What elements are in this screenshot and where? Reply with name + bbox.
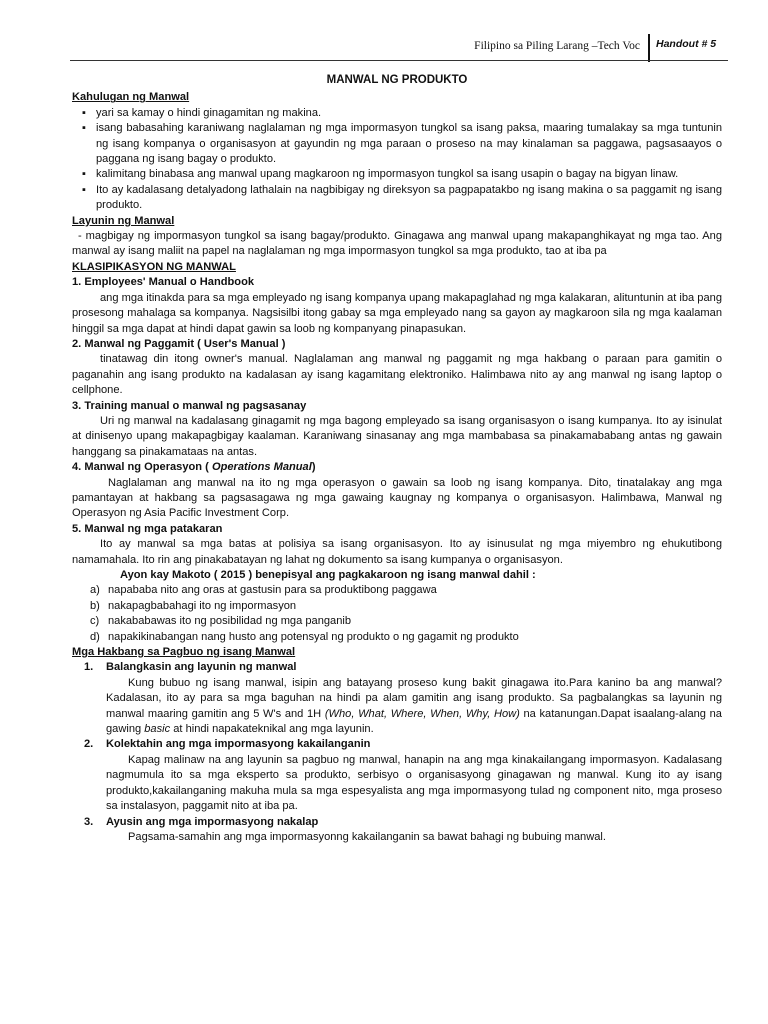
step-body-text-end: at hindi napakateknikal ang mga layunin. [170,723,374,736]
section-heading-kahulugan: Kahulugan ng Manwal [72,91,190,104]
hakbang-step-1-body [72,676,722,738]
klasipikasyon-item-2-title: 2. Manwal ng Paggamit ( User's Manual ) [72,337,286,350]
step-body-italic-basic: basic [144,723,171,736]
header-separator [648,34,650,62]
klasipikasyon-item-1-title: 1. Employees' Manual o Handbook [72,276,255,289]
klasipikasyon-item-5-title: 5. Manwal ng mga patakaran [72,522,223,535]
list-item-text: nakapagbabahagi ito ng impormasyon [108,599,297,612]
step-marker: 2. [84,738,94,751]
item-4-title-close: ) [311,461,316,474]
header-rule [70,60,728,61]
makoto-benefit-list [72,583,722,645]
step-marker: 1. [84,661,94,674]
step-body-text-mid: na katanungan.Dapat isaalang-alang na gawing [106,707,722,736]
section-heading-hakbang: Mga Hakbang sa Pagbuo ng isang Manwal [72,646,296,659]
header-course-title: Filipino sa Piling Larang –Tech Voc [474,40,640,52]
item-4-title-text: 4. Manwal ng Operasyon ( [72,461,209,474]
klasipikasyon-item-5-body: Ito ay manwal sa mga batas at polisiya sa isang organisasyon. Ito ay isinusulat ng mga miyembro ng ehukutibong namamahala. Ito rin ang pinakabatayan ng lahat ng dokumento sa isang kumpanya o organisasyon. [72,538,722,566]
list-item: ▪ isang babasahing karaniwang naglalaman ng mga impormasyon tungkol sa isang paksa, maaring tumalakay sa mga tuntunin ng isang kompanya o organisasyon at gayundin ng mga paraan o proseso na may kinalaman sa paggawa, pagsasaayos o paggana ng isang bagay o produkto. [72,121,722,167]
step-marker: 3. [84,815,94,828]
klasipikasyon-item-2-body: tinatawag din itong owner's manual. Naglalaman ang manwal ng paggamit ng mga hakbang o paraan para gamitin o paganahin ang isang produkto na kadalasan ay isang kagamitang elektroniko. Halimbawa nito ay ang manwal ng isang laptop o cellphone. [72,353,722,397]
list-item [72,630,722,645]
step-body-italic: (Who, What, Where, When, Why, How) [324,707,520,720]
list-marker: a) [90,584,100,597]
step-body-text: Pagsama-samahin ang mga impormasyonng kakailanganin sa bawat bahagi ng bubuing manwal. [128,830,606,843]
list-marker: b) [90,599,100,612]
klasipikasyon-item-3-title: 3. Training manual o manwal ng pagsasanay [72,399,307,412]
hakbang-step-3-title [72,815,722,830]
document-title: MANWAL NG PRODUKTO [326,74,468,86]
list-marker: c) [90,615,100,628]
list-item [72,614,722,629]
list-item-text: napababa nito ang oras at gastusin para sa produktibong paggawa [108,584,437,597]
list-item [72,599,722,614]
list-item [72,583,722,598]
klasipikasyon-item-3-body: Uri ng manwal na kadalasang ginagamit ng mga bagong empleyado sa isang organisasyon o isang kumpanya. Ito ay isinulat at dinisenyo upang makapagbigay kaalaman. Karaniwang sinasanay ang mga mambabasa sa pinakamababang antas ng gawain hanggang sa pinakamataas na antas. [72,414,722,458]
list-item-text: nakababawas ito ng posibilidad ng mga panganib [108,615,352,628]
hakbang-step-2-body [72,753,722,815]
step-body-text: Kapag malinaw na ang layunin sa pagbuo ng manwal, hanapin na ang mga kinakailangang impormasyon. Kadalasang nagmumula ito sa mga eksperto sa produkto, serbisyo o organisasyong ginagawan ng manwal. Kung ito ay isang produkto,kakailanganing makuha mula sa mga espesyalista ang mga impormasyong tulad ng component nito, mga proseso sa instalasyon, paggamit nito at iba pa. [106,753,722,813]
hakbang-step-3-body [72,830,722,845]
document-body [72,73,722,845]
hakbang-step-2-title [72,737,722,752]
step-body-text: Kung bubuo ng isang manwal, isipin ang batayang proseso kung bakit ginagawa ito.Para kanino ba ang manwal? Kadalasan, ito ay para sa mga baguhan na hindi pa alam gamitin ang isang produkto. Sa pagbalangkas sa layunin ng manwal maaring gamitin ang 5 W's and 1H [106,676,722,720]
klasipikasyon-item-1-body: ang mga itinakda para sa mga empleyado ng isang kompanya upang makapaglahad ng mga kalakaran, alituntunin at iba pang prosesong mahalaga sa kompanya. Nagsisilbi itong gabay sa mga empleyado nang sa gayon ay magkaroon sila ng mga kaalaman hinggil sa mga dapat at hindi dapat gawin sa loob ng kompanyang pinapasukan. [72,291,722,335]
list-item-text: napakikinabangan nang husto ang potensyal ng produkto o ng gagamit ng produkto [108,630,519,643]
section-heading-layunin: Layunin ng Manwal [72,214,175,227]
step-title-text: Balangkasin ang layunin ng manwal [106,661,297,674]
makoto-heading: Ayon kay Makoto ( 2015 ) benepisyal ang pagkakaroon ng isang manwal dahil : [120,569,536,581]
section-heading-klasipikasyon: KLASIPIKASYON NG MANWAL [72,260,236,273]
layunin-paragraph: - magbigay ng impormasyon tungkol sa isang bagay/produkto. Ginagawa ang manwal upang makapanghikayat ng mga tao. Ang manwal ay isang maliit na papel na naglalaman ng mga impormasyon tungkol sa mga produkto, tao at iba pa [72,230,722,258]
item-4-title-italic: Operations Manual [211,461,312,474]
list-item: ▪ yari sa kamay o hindi ginagamitan ng makina. [72,106,722,121]
list-item: ▪ Ito ay kadalasang detalyadong lathalain na nagbibigay ng direksyon sa pagpapatakbo ng isang makina o sa paggamit ng isang produkto. [72,183,722,214]
header-handout-number: Handout # 5 [656,38,717,50]
running-header [440,38,728,60]
step-title-text: Ayusin ang mga impormasyong nakalap [106,815,319,828]
hakbang-step-1-title [72,660,722,675]
klasipikasyon-item-4-body: Naglalaman ang manwal na ito ng mga operasyon o gawain sa loob ng isang kompanya. Dito, tinatalakay ang mga pamantayan at hakbang sa pagsasagawa ng mga gawaing kaugnay ng kompanya o organisasyon. Halimbawa, Manwal ng Operasyon ng Asia Pacific Investment Corp. [72,476,722,520]
klasipikasyon-item-4-title [72,460,722,475]
kahulugan-bullet-list [72,106,722,214]
list-item: ▪ kalimitang binabasa ang manwal upang magkaroon ng impormasyon tungkol sa isang usapin o bagay na bigyan linaw. [72,167,722,182]
list-marker: d) [90,630,100,643]
step-title-text: Kolektahin ang mga impormasyong kakailanganin [106,738,371,751]
